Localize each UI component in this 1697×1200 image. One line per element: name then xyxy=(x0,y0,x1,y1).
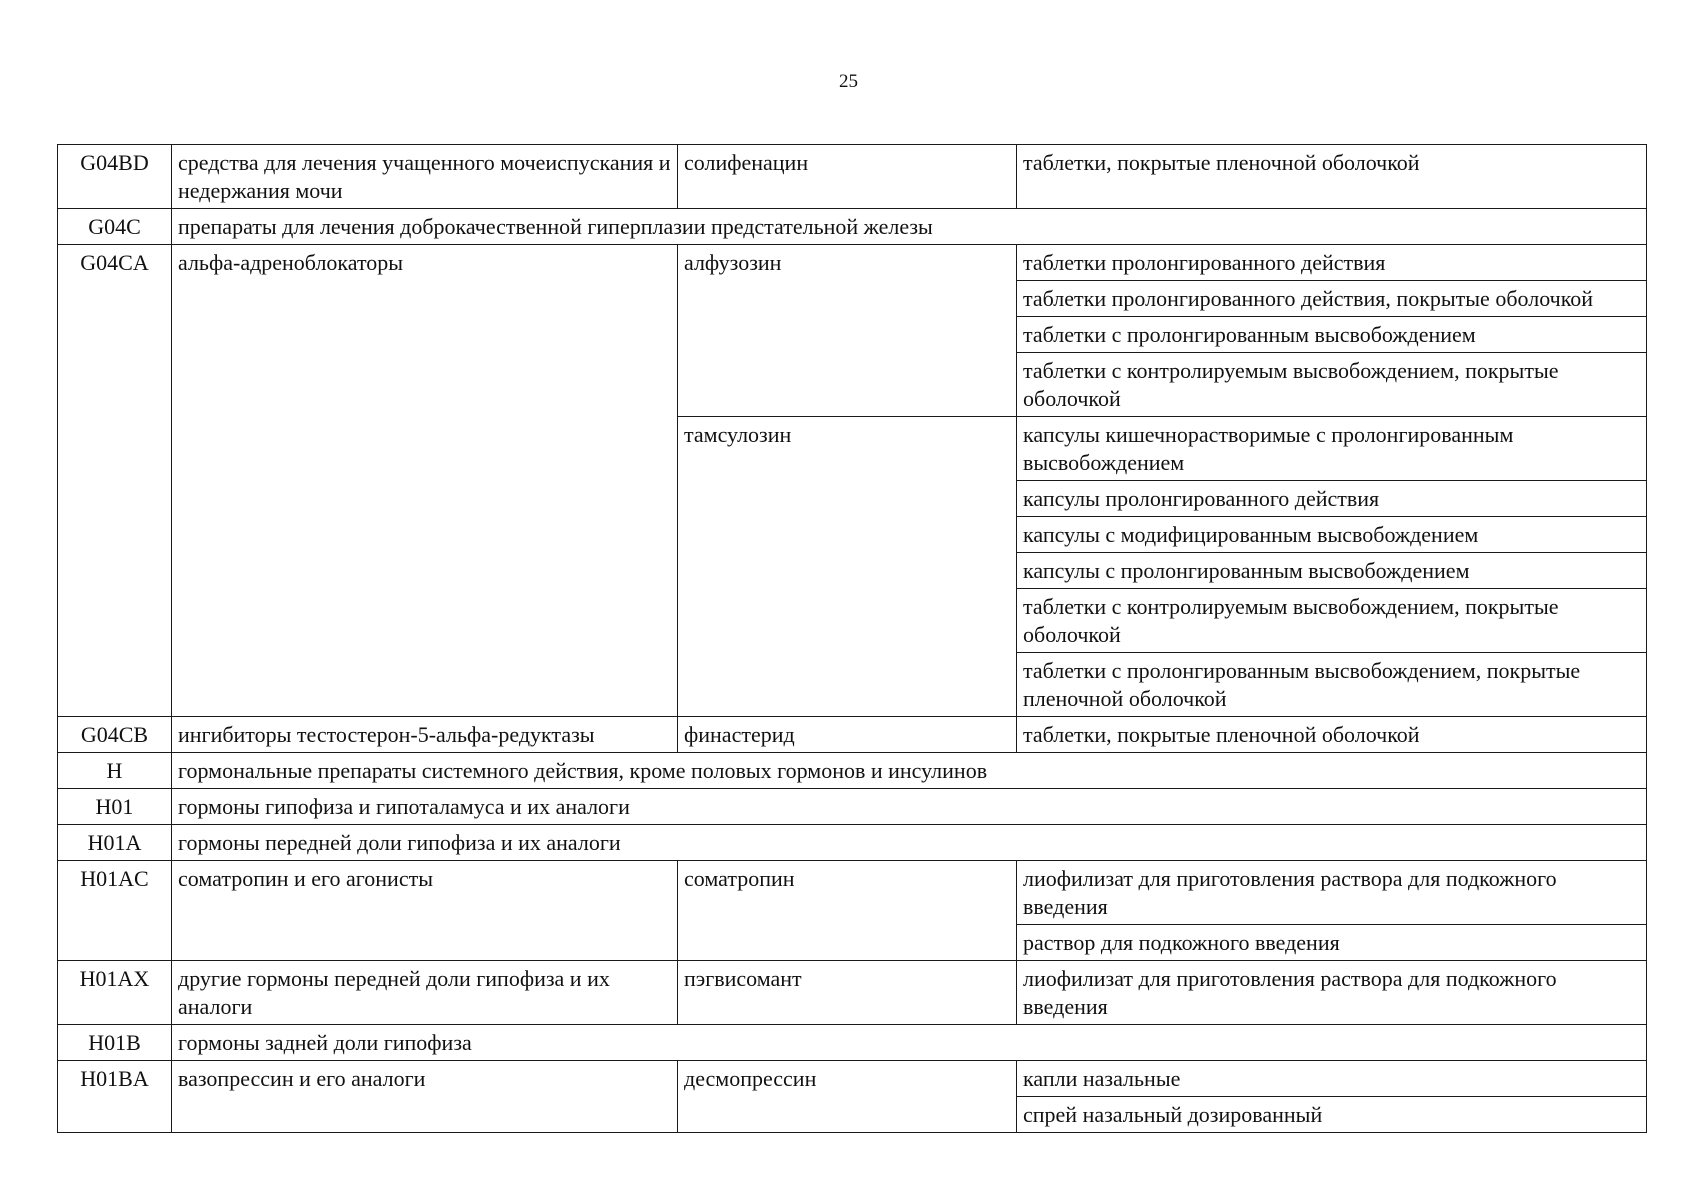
group-name: средства для лечения учащенного мочеиспускания и недержания мочи xyxy=(172,145,678,209)
group-name: гормоны передней доли гипофиза и их аналоги xyxy=(172,825,1647,861)
dosage-form: капсулы пролонгированного действия xyxy=(1017,481,1647,517)
dosage-form: таблетки с контролируемым высвобождением, покрытые оболочкой xyxy=(1017,353,1647,417)
atc-code: G04BD xyxy=(58,145,172,209)
atc-code: G04CB xyxy=(58,717,172,753)
group-name: препараты для лечения доброкачественной гиперплазии предстательной железы xyxy=(172,209,1647,245)
table-row xyxy=(58,1025,1647,1061)
atc-code: H01AC xyxy=(58,861,172,961)
dosage-form: таблетки с контролируемым высвобождением, покрытые оболочкой xyxy=(1017,589,1647,653)
drug-name: солифенацин xyxy=(678,145,1017,209)
dosage-form: таблетки, покрытые пленочной оболочкой xyxy=(1017,145,1647,209)
dosage-form: спрей назальный дозированный xyxy=(1017,1097,1647,1133)
group-name: альфа-адреноблокаторы xyxy=(172,245,678,717)
atc-code: G04CA xyxy=(58,245,172,717)
drug-name: пэгвисомант xyxy=(678,961,1017,1025)
table-row xyxy=(58,209,1647,245)
group-name: гормоны гипофиза и гипоталамуса и их аналоги xyxy=(172,789,1647,825)
table-row xyxy=(58,145,1647,209)
atc-code: G04C xyxy=(58,209,172,245)
table-row xyxy=(58,753,1647,789)
dosage-form: капсулы кишечнорастворимые с пролонгированным высвобождением xyxy=(1017,417,1647,481)
dosage-form: капсулы с пролонгированным высвобождением xyxy=(1017,553,1647,589)
atc-code: H01BA xyxy=(58,1061,172,1133)
table-row xyxy=(58,245,1647,281)
dosage-form: таблетки с пролонгированным высвобождением xyxy=(1017,317,1647,353)
group-name: вазопрессин и его аналоги xyxy=(172,1061,678,1133)
dosage-form: лиофилизат для приготовления раствора для подкожного введения xyxy=(1017,961,1647,1025)
atc-code: H01 xyxy=(58,789,172,825)
table-row xyxy=(58,861,1647,925)
atc-code: H xyxy=(58,753,172,789)
table-row xyxy=(58,1061,1647,1097)
atc-code: H01A xyxy=(58,825,172,861)
dosage-form: таблетки пролонгированного действия, покрытые оболочкой xyxy=(1017,281,1647,317)
table-body xyxy=(58,145,1647,1133)
group-name: другие гормоны передней доли гипофиза и их аналоги xyxy=(172,961,678,1025)
drug-name: тамсулозин xyxy=(678,417,1017,717)
table-row xyxy=(58,789,1647,825)
table-row xyxy=(58,961,1647,1025)
dosage-form: раствор для подкожного введения xyxy=(1017,925,1647,961)
drug-name: десмопрессин xyxy=(678,1061,1017,1133)
dosage-form: капсулы с модифицированным высвобождением xyxy=(1017,517,1647,553)
drug-table xyxy=(57,144,1647,1133)
table-row xyxy=(58,717,1647,753)
group-name: ингибиторы тестостерон-5-альфа-редуктазы xyxy=(172,717,678,753)
atc-code: H01AX xyxy=(58,961,172,1025)
dosage-form: капли назальные xyxy=(1017,1061,1647,1097)
group-name: гормональные препараты системного действия, кроме половых гормонов и инсулинов xyxy=(172,753,1647,789)
group-name: соматропин и его агонисты xyxy=(172,861,678,961)
drug-name: финастерид xyxy=(678,717,1017,753)
group-name: гормоны задней доли гипофиза xyxy=(172,1025,1647,1061)
drug-name: алфузозин xyxy=(678,245,1017,417)
drug-name: соматропин xyxy=(678,861,1017,961)
atc-code: H01B xyxy=(58,1025,172,1061)
dosage-form: лиофилизат для приготовления раствора для подкожного введения xyxy=(1017,861,1647,925)
table-row xyxy=(58,825,1647,861)
dosage-form: таблетки, покрытые пленочной оболочкой xyxy=(1017,717,1647,753)
dosage-form: таблетки пролонгированного действия xyxy=(1017,245,1647,281)
page-number: 25 xyxy=(839,71,858,92)
dosage-form: таблетки с пролонгированным высвобождением, покрытые пленочной оболочкой xyxy=(1017,653,1647,717)
